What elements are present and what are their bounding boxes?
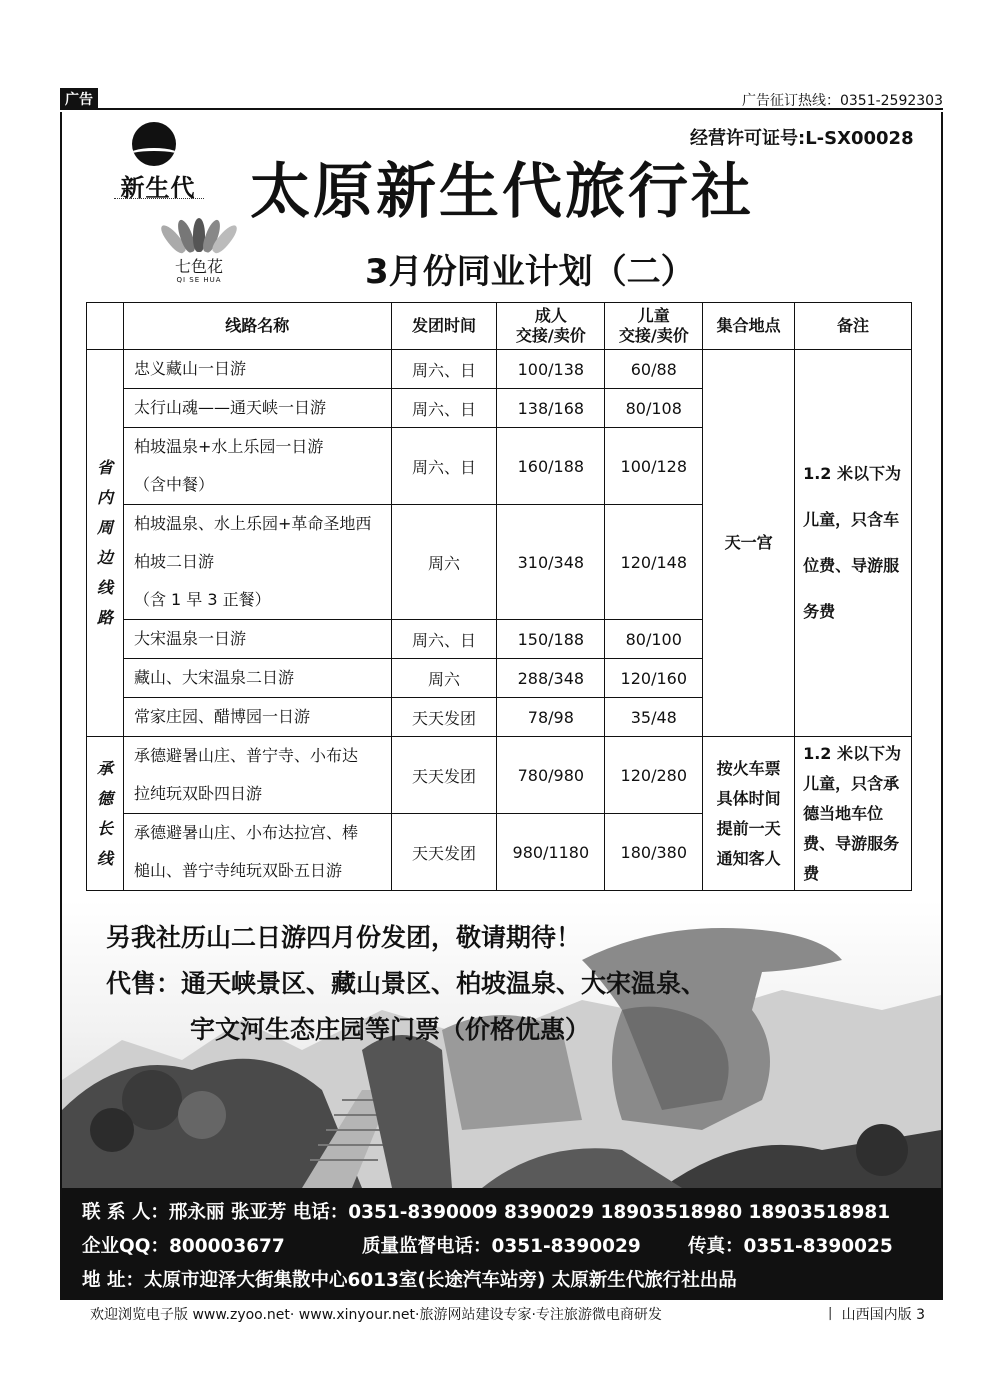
logo2-pinyin: QI SE HUA xyxy=(176,276,222,284)
adult-price: 160/188 xyxy=(497,428,605,505)
route-name: 柏坡温泉、水上乐园+革命圣地西 柏坡二日游 （含 1 早 3 正餐） xyxy=(123,505,391,620)
contact-qq: 企业QQ：800003677 xyxy=(82,1236,285,1257)
child-price: 120/160 xyxy=(605,659,703,698)
promo-tickets-line1: 代售：通天峡景区、藏山景区、柏坡温泉、大宋温泉、 xyxy=(106,969,707,998)
table-header-row xyxy=(87,303,912,350)
ad-hotline: 广告征订热线：0351-2592303 xyxy=(741,93,943,109)
route-name: 承德避暑山庄、小布达拉宫、棒 槌山、普宁寺纯玩双卧五日游 xyxy=(123,814,391,891)
route-name: 常家庄园、醋博园一日游 xyxy=(123,698,391,737)
route-name: 太行山魂——通天峡一日游 xyxy=(123,389,391,428)
route-name: 承德避暑山庄、普宁寺、小布达 拉纯玩双卧四日游 xyxy=(123,737,391,814)
plan-title: 3月份同业计划（二） xyxy=(365,252,695,292)
child-price: 60/88 xyxy=(605,350,703,389)
meet-point-train: 按火车票 具体时间 提前一天 通知客人 xyxy=(703,737,795,891)
contact-fax: 传真：0351-8390025 xyxy=(688,1236,893,1257)
depart-time: 天天发团 xyxy=(391,737,497,814)
promo-lishan: 另我社历山二日游四月份发团，敬请期待！ xyxy=(106,923,582,952)
depart-time: 周六 xyxy=(391,659,497,698)
header-meet: 集合地点 xyxy=(703,303,795,350)
footer-websites: 欢迎浏览电子版 www.zyoo.net· www.xinyour.net·旅游网站建设专家·专注旅游微电商研发 xyxy=(90,1307,662,1323)
route-name: 忠义藏山一日游 xyxy=(123,350,391,389)
agency-title: 太原新生代旅行社 xyxy=(250,157,754,227)
logo2-name: 七色花 xyxy=(174,257,223,276)
tour-plan-table xyxy=(86,302,912,891)
footer-edition: 丨 山西国内版 3 xyxy=(823,1307,925,1323)
top-divider xyxy=(60,108,943,110)
depart-time: 天天发团 xyxy=(391,698,497,737)
child-price: 80/108 xyxy=(605,389,703,428)
sun-wave-icon xyxy=(132,122,176,166)
contact-block xyxy=(62,1188,941,1298)
header-child: 儿童 交接/卖价 xyxy=(605,303,703,350)
license-number: 经营许可证号:L-SX00028 xyxy=(690,128,914,149)
adult-price: 138/168 xyxy=(497,389,605,428)
adult-price: 980/1180 xyxy=(497,814,605,891)
contact-address: 地 址：太原市迎泽大街集散中心6013室(长途汽车站旁) 太原新生代旅行社出品 xyxy=(82,1270,737,1291)
group-label-chengde: 承 德 长 线 xyxy=(87,737,124,891)
adult-price: 100/138 xyxy=(497,350,605,389)
table-row xyxy=(87,737,912,814)
header-route: 线路名称 xyxy=(123,303,391,350)
ad-tag: 广告 xyxy=(60,88,98,110)
group-label-province: 省 内 周 边 线 路 xyxy=(87,350,124,737)
adult-price: 150/188 xyxy=(497,620,605,659)
child-price: 35/48 xyxy=(605,698,703,737)
promo-tickets-line2: 宇文河生态庄园等门票（价格优惠） xyxy=(190,1015,591,1044)
child-price: 120/280 xyxy=(605,737,703,814)
qisehua-logo xyxy=(158,212,240,292)
meet-point-tianyigong: 天一宫 xyxy=(703,350,795,737)
header-adult: 成人 交接/卖价 xyxy=(497,303,605,350)
route-name: 大宋温泉一日游 xyxy=(123,620,391,659)
depart-time: 周六 xyxy=(391,505,497,620)
contact-supervision: 质量监督电话：0351-8390029 xyxy=(362,1236,641,1257)
adult-price: 78/98 xyxy=(497,698,605,737)
child-price: 120/148 xyxy=(605,505,703,620)
route-name: 藏山、大宋温泉二日游 xyxy=(123,659,391,698)
flower-icon xyxy=(172,212,226,252)
header-blank xyxy=(87,303,124,350)
depart-time: 周六、日 xyxy=(391,428,497,505)
child-price: 80/100 xyxy=(605,620,703,659)
top-bar xyxy=(60,88,943,110)
depart-time: 周六、日 xyxy=(391,350,497,389)
adult-price: 288/348 xyxy=(497,659,605,698)
child-price: 180/380 xyxy=(605,814,703,891)
depart-time: 周六、日 xyxy=(391,389,497,428)
note-province: 1.2 米以下为 儿童，只含车 位费、导游服 务费 xyxy=(795,350,912,737)
logo-subline xyxy=(114,198,204,202)
table-row xyxy=(87,350,912,389)
note-chengde: 1.2 米以下为 儿童，只含承 德当地车位 费、导游服务 费 xyxy=(795,737,912,891)
header-depart: 发团时间 xyxy=(391,303,497,350)
adult-price: 780/980 xyxy=(497,737,605,814)
contact-phones: 联 系 人：邢永丽 张亚芳 电话：0351-8390009 8390029 18903518980 18903518981 xyxy=(82,1202,891,1223)
route-name: 柏坡温泉+水上乐园一日游 （含中餐） xyxy=(123,428,391,505)
header-note: 备注 xyxy=(795,303,912,350)
xinshengdai-logo xyxy=(108,122,208,212)
depart-time: 天天发团 xyxy=(391,814,497,891)
logo-brand-name: 新生代 xyxy=(120,173,196,202)
depart-time: 周六、日 xyxy=(391,620,497,659)
child-price: 100/128 xyxy=(605,428,703,505)
adult-price: 310/348 xyxy=(497,505,605,620)
